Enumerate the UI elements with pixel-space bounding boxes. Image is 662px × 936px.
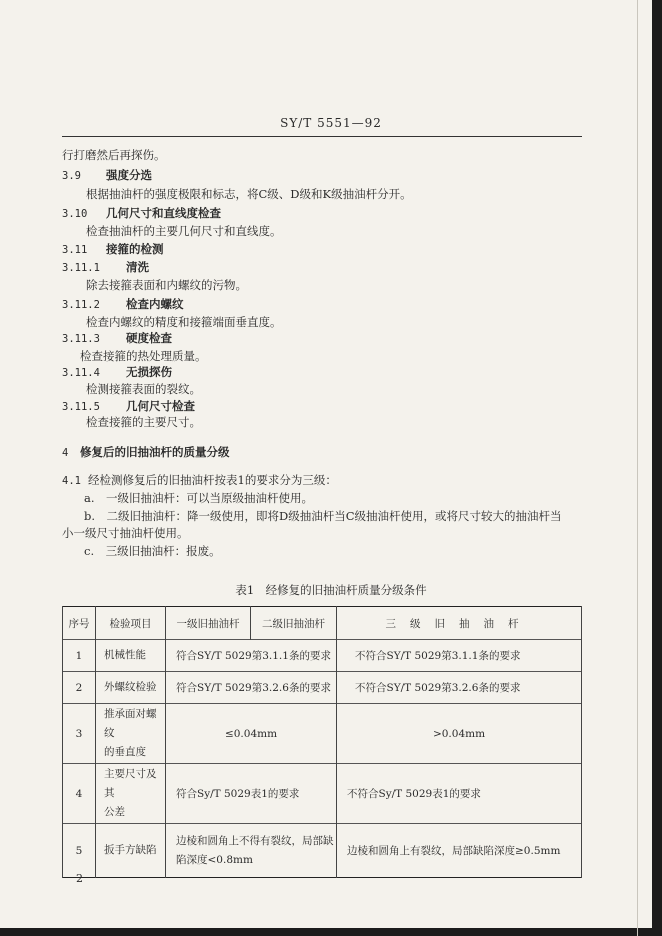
cell-index: 1 (63, 640, 96, 672)
page-header: SY/T 5551—92 (280, 116, 382, 130)
item-c: c. 三级旧抽油杆：报废。 (84, 544, 221, 558)
cell-item-line: 的垂直度 (104, 746, 146, 758)
item-b-line2: 小一级尺寸抽油杆使用。 (62, 526, 189, 540)
cell-grade12-line: 边棱和圆角上不得有裂纹，局部缺 (176, 834, 334, 847)
scan-artifact-line (637, 0, 638, 936)
body-line: 根据抽油杆的强度极限和标志，将C级、D级和K级抽油杆分开。 (86, 187, 412, 201)
table-caption: 表1 经修复的旧抽油杆质量分级条件 (235, 583, 427, 597)
header-grade3: 三级旧抽油杆 (337, 607, 582, 640)
header-grade1: 一级旧抽油杆 (166, 607, 251, 640)
table-header-row (63, 607, 582, 640)
body-line: 检查内螺纹的精度和接箍端面垂直度。 (86, 315, 282, 329)
section-heading: 3.11.3 硬度检查 (62, 331, 172, 345)
scan-edge-right (652, 0, 662, 936)
cell-index: 5 (63, 824, 96, 878)
header-grade2: 二级旧抽油杆 (251, 607, 337, 640)
header-rule (62, 136, 582, 137)
cell-item-line: 推承面对螺纹 (104, 708, 157, 739)
cell-grade3: 边棱和圆角上有裂纹，局部缺陷深度≥0.5mm (337, 824, 582, 878)
section-heading: 3.9 强度分选 (62, 168, 152, 182)
body-line: 除去接箍表面和内螺纹的污物。 (86, 278, 247, 292)
page-number: 2 (76, 872, 83, 885)
section-heading: 3.11 接箍的检测 (62, 242, 164, 256)
cell-grade12: 符合SY/T 5029第3.2.6条的要求 (166, 672, 337, 704)
cell-item: 扳手方缺陷 (96, 824, 166, 878)
table-row (63, 764, 582, 824)
section-heading: 3.11.2 检查内螺纹 (62, 297, 184, 311)
cell-grade3: 不符合SY/T 5029第3.2.6条的要求 (337, 672, 582, 704)
table-row (63, 704, 582, 764)
section-heading: 3.11.4 无损探伤 (62, 365, 172, 379)
cell-item-line: 主要尺寸及其 (104, 768, 157, 799)
cell-grade3: >0.04mm (337, 704, 582, 764)
cell-grade12-line: 陷深度<0.8mm (176, 853, 253, 866)
cell-item (96, 704, 166, 764)
table-row (63, 672, 582, 704)
quality-grade-table (62, 606, 582, 878)
body-line: 检查接箍的热处理质量。 (80, 349, 207, 363)
cell-grade12: 符合SY/T 5029第3.1.1条的要求 (166, 640, 337, 672)
cell-grade3: 不符合Sy/T 5029表1的要求 (337, 764, 582, 824)
cell-index: 2 (63, 672, 96, 704)
cell-index: 4 (63, 764, 96, 824)
section-heading: 3.11.5 几何尺寸检查 (62, 399, 195, 413)
cell-item-line: 公差 (104, 806, 125, 818)
cell-item (96, 764, 166, 824)
cell-item: 机械性能 (96, 640, 166, 672)
body-line: 检测接箍表面的裂纹。 (86, 382, 201, 396)
cell-grade12: ≤0.04mm (166, 704, 337, 764)
clause-4-1: 4.1 经检测修复后的旧抽油杆按表1的要求分为三级： (62, 473, 337, 487)
section-4-heading: 4 修复后的旧抽油杆的质量分级 (62, 445, 230, 459)
body-line: 行打磨然后再探伤。 (62, 148, 166, 162)
item-b-line1: b. 二级旧抽油杆：降一级使用，即将D级抽油杆当C级抽油杆使用，或将尺寸较大的抽油杆当 (84, 509, 562, 523)
scan-edge-bottom (0, 928, 662, 936)
cell-grade3: 不符合SY/T 5029第3.1.1条的要求 (337, 640, 582, 672)
body-line: 检查抽油杆的主要几何尺寸和直线度。 (86, 224, 282, 238)
table-row (63, 640, 582, 672)
item-a: a. 一级旧抽油杆：可以当原级抽油杆使用。 (84, 491, 314, 505)
section-heading: 3.11.1 清洗 (62, 260, 149, 274)
cell-grade12 (166, 824, 337, 878)
header-item: 检验项目 (96, 607, 166, 640)
table-row (63, 824, 582, 878)
section-heading: 3.10 几何尺寸和直线度检查 (62, 206, 221, 220)
cell-grade12: 符合Sy/T 5029表1的要求 (166, 764, 337, 824)
body-line: 检查接箍的主要尺寸。 (86, 415, 201, 429)
header-index: 序号 (63, 607, 96, 640)
cell-index: 3 (63, 704, 96, 764)
cell-item: 外螺纹检验 (96, 672, 166, 704)
